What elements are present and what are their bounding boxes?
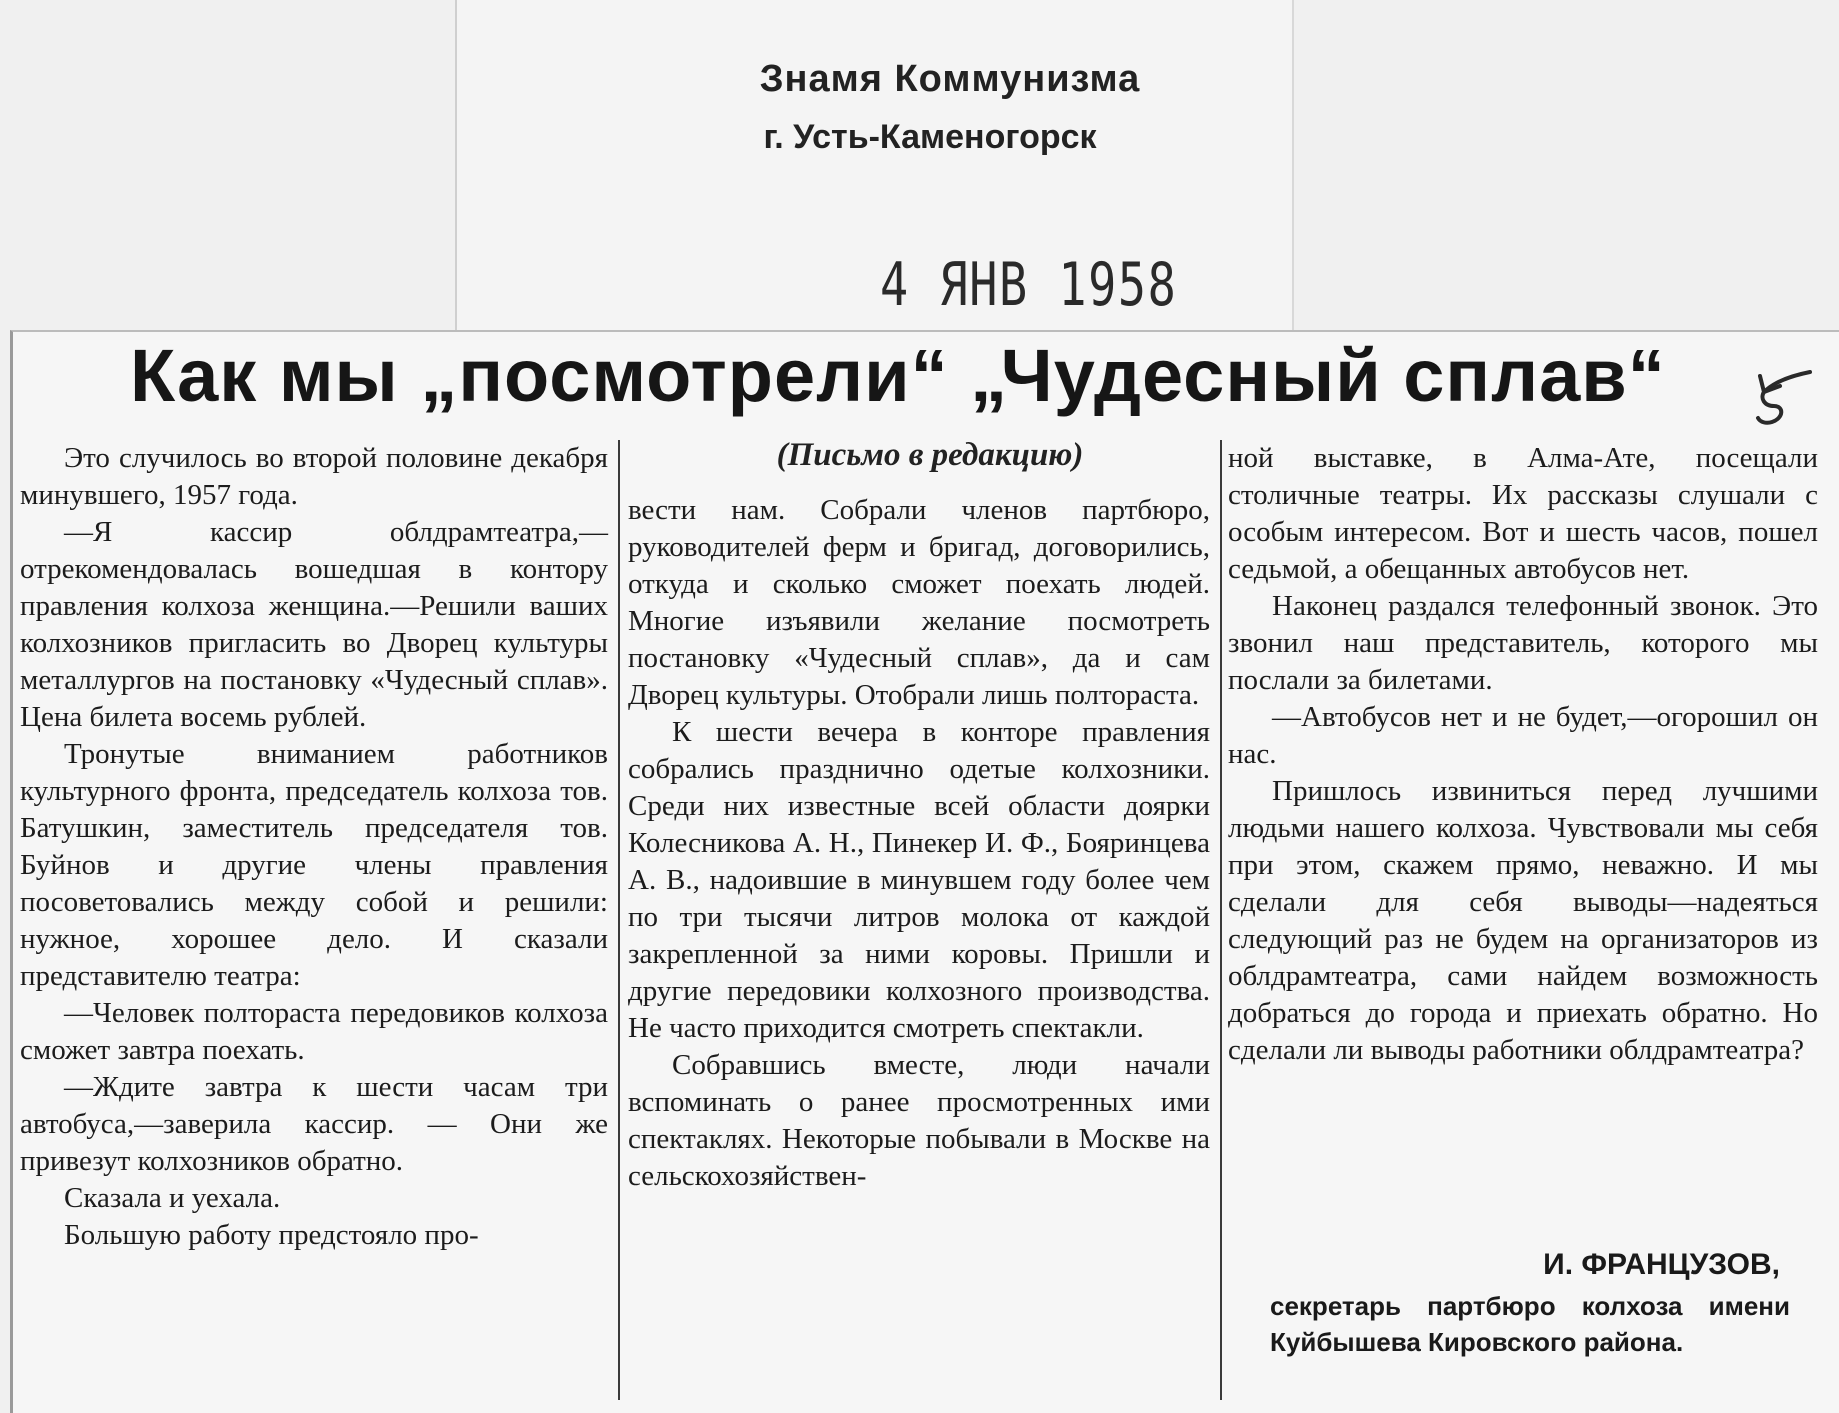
author-name: И. ФРАНЦУЗОВ, (1543, 1248, 1780, 1281)
paragraph: Тронутые вниманием работников культурного фронта, председатель колхоза тов. Батушкин, заместитель председателя тов. Буйнов и другие члены правления посоветовались между собой и решили: нужное, хорошее дело. И сказали представителю театра: (20, 738, 608, 992)
paragraph: Наконец раздался телефонный звонок. Это звонил наш представитель, которого мы послали за билетами. (1228, 590, 1818, 696)
paragraph: Большую работу предстояло про- (64, 1219, 479, 1251)
column-3 (1228, 440, 1818, 1069)
paragraph: —Автобусов нет и не будет,—огорошил он нас. (1228, 701, 1818, 770)
column-divider (618, 440, 620, 1400)
handwritten-arrow-icon (1750, 362, 1820, 432)
paragraph: Пришлось извиниться перед лучшими людьми нашего колхоза. Чувствовали мы себя при этом, скажем прямо, неважно. И мы сделали для себя выводы—надеяться следующий раз не будем на организаторов из облдрамтеатра, сами найдем возможность добраться до города и приехать обратно. Но сделали ли выводы работники облдрамтеатра? (1228, 775, 1818, 1066)
column-2 (628, 492, 1210, 1195)
author-role: секретарь партбюро колхоза имени Куйбышева Кировского района. (1270, 1291, 1790, 1357)
signature-block (1270, 1248, 1790, 1360)
paragraph: Собравшись вместе, люди начали вспоминать о ранее просмотренных ими спектаклях. Некоторые побывали в Москве на сельскохозяйствен- (628, 1049, 1210, 1192)
column-1 (20, 440, 608, 1254)
paragraph: вести нам. Собрали членов партбюро, руководителей ферм и бригад, договорились, откуда и сколько сможет поехать людей. Многие изъявили желание посмотреть постановку «Чудесный сплав», да и сам Дворец культуры. Отобрали лишь полтораста. (628, 494, 1210, 711)
article-headline: Как мы „посмотрели“ „Чудесный сплав“ (130, 334, 1666, 417)
paragraph: Сказала и уехала. (64, 1182, 281, 1214)
newspaper-name: Знамя Коммунизма (759, 58, 1141, 100)
paragraph: —Человек полтораста передовиков колхоза сможет завтра поехать. (20, 997, 608, 1066)
newspaper-city: г. Усть-Каменогорск (763, 118, 1097, 156)
paragraph: ной выставке, в Алма-Ате, посещали столичные театры. Их рассказы слушали с особым интересом. Вот и шесть часов, пошел седьмой, а обещанных автобусов нет. (1228, 442, 1818, 585)
date-stamp: 4 ЯНВ 1958 (880, 250, 1178, 320)
column-divider (1220, 440, 1222, 1400)
paragraph: Это случилось во второй половине декабря минувшего, 1957 года. (20, 442, 608, 511)
paragraph: К шести вечера в конторе правления собрались празднично одетые колхозники. Среди них известные всей области доярки Колесникова А. Н., Пинекер И. Ф., Бояринцева А. В., надоившие в минувшем году более чем по три тысячи литров молока от каждой закрепленной за ними коровы. Пришли и другие передовики колхозного производства. Не часто приходится смотреть спектакли. (628, 716, 1210, 1044)
paragraph: —Ждите завтра к шести часам три автобуса,—заверила кассир. — Они же привезут колхозников обратно. (20, 1071, 608, 1177)
article-subhead: (Письмо в редакцию) (776, 437, 1084, 473)
paragraph: —Я кассир облдрамтеатра,—отрекомендовалась вошедшая в контору правления колхоза женщина.—Решили ваших колхозников пригласить во Дворец культуры металлургов на постановку «Чудесный сплав». Цена билета восемь рублей. (20, 516, 608, 733)
